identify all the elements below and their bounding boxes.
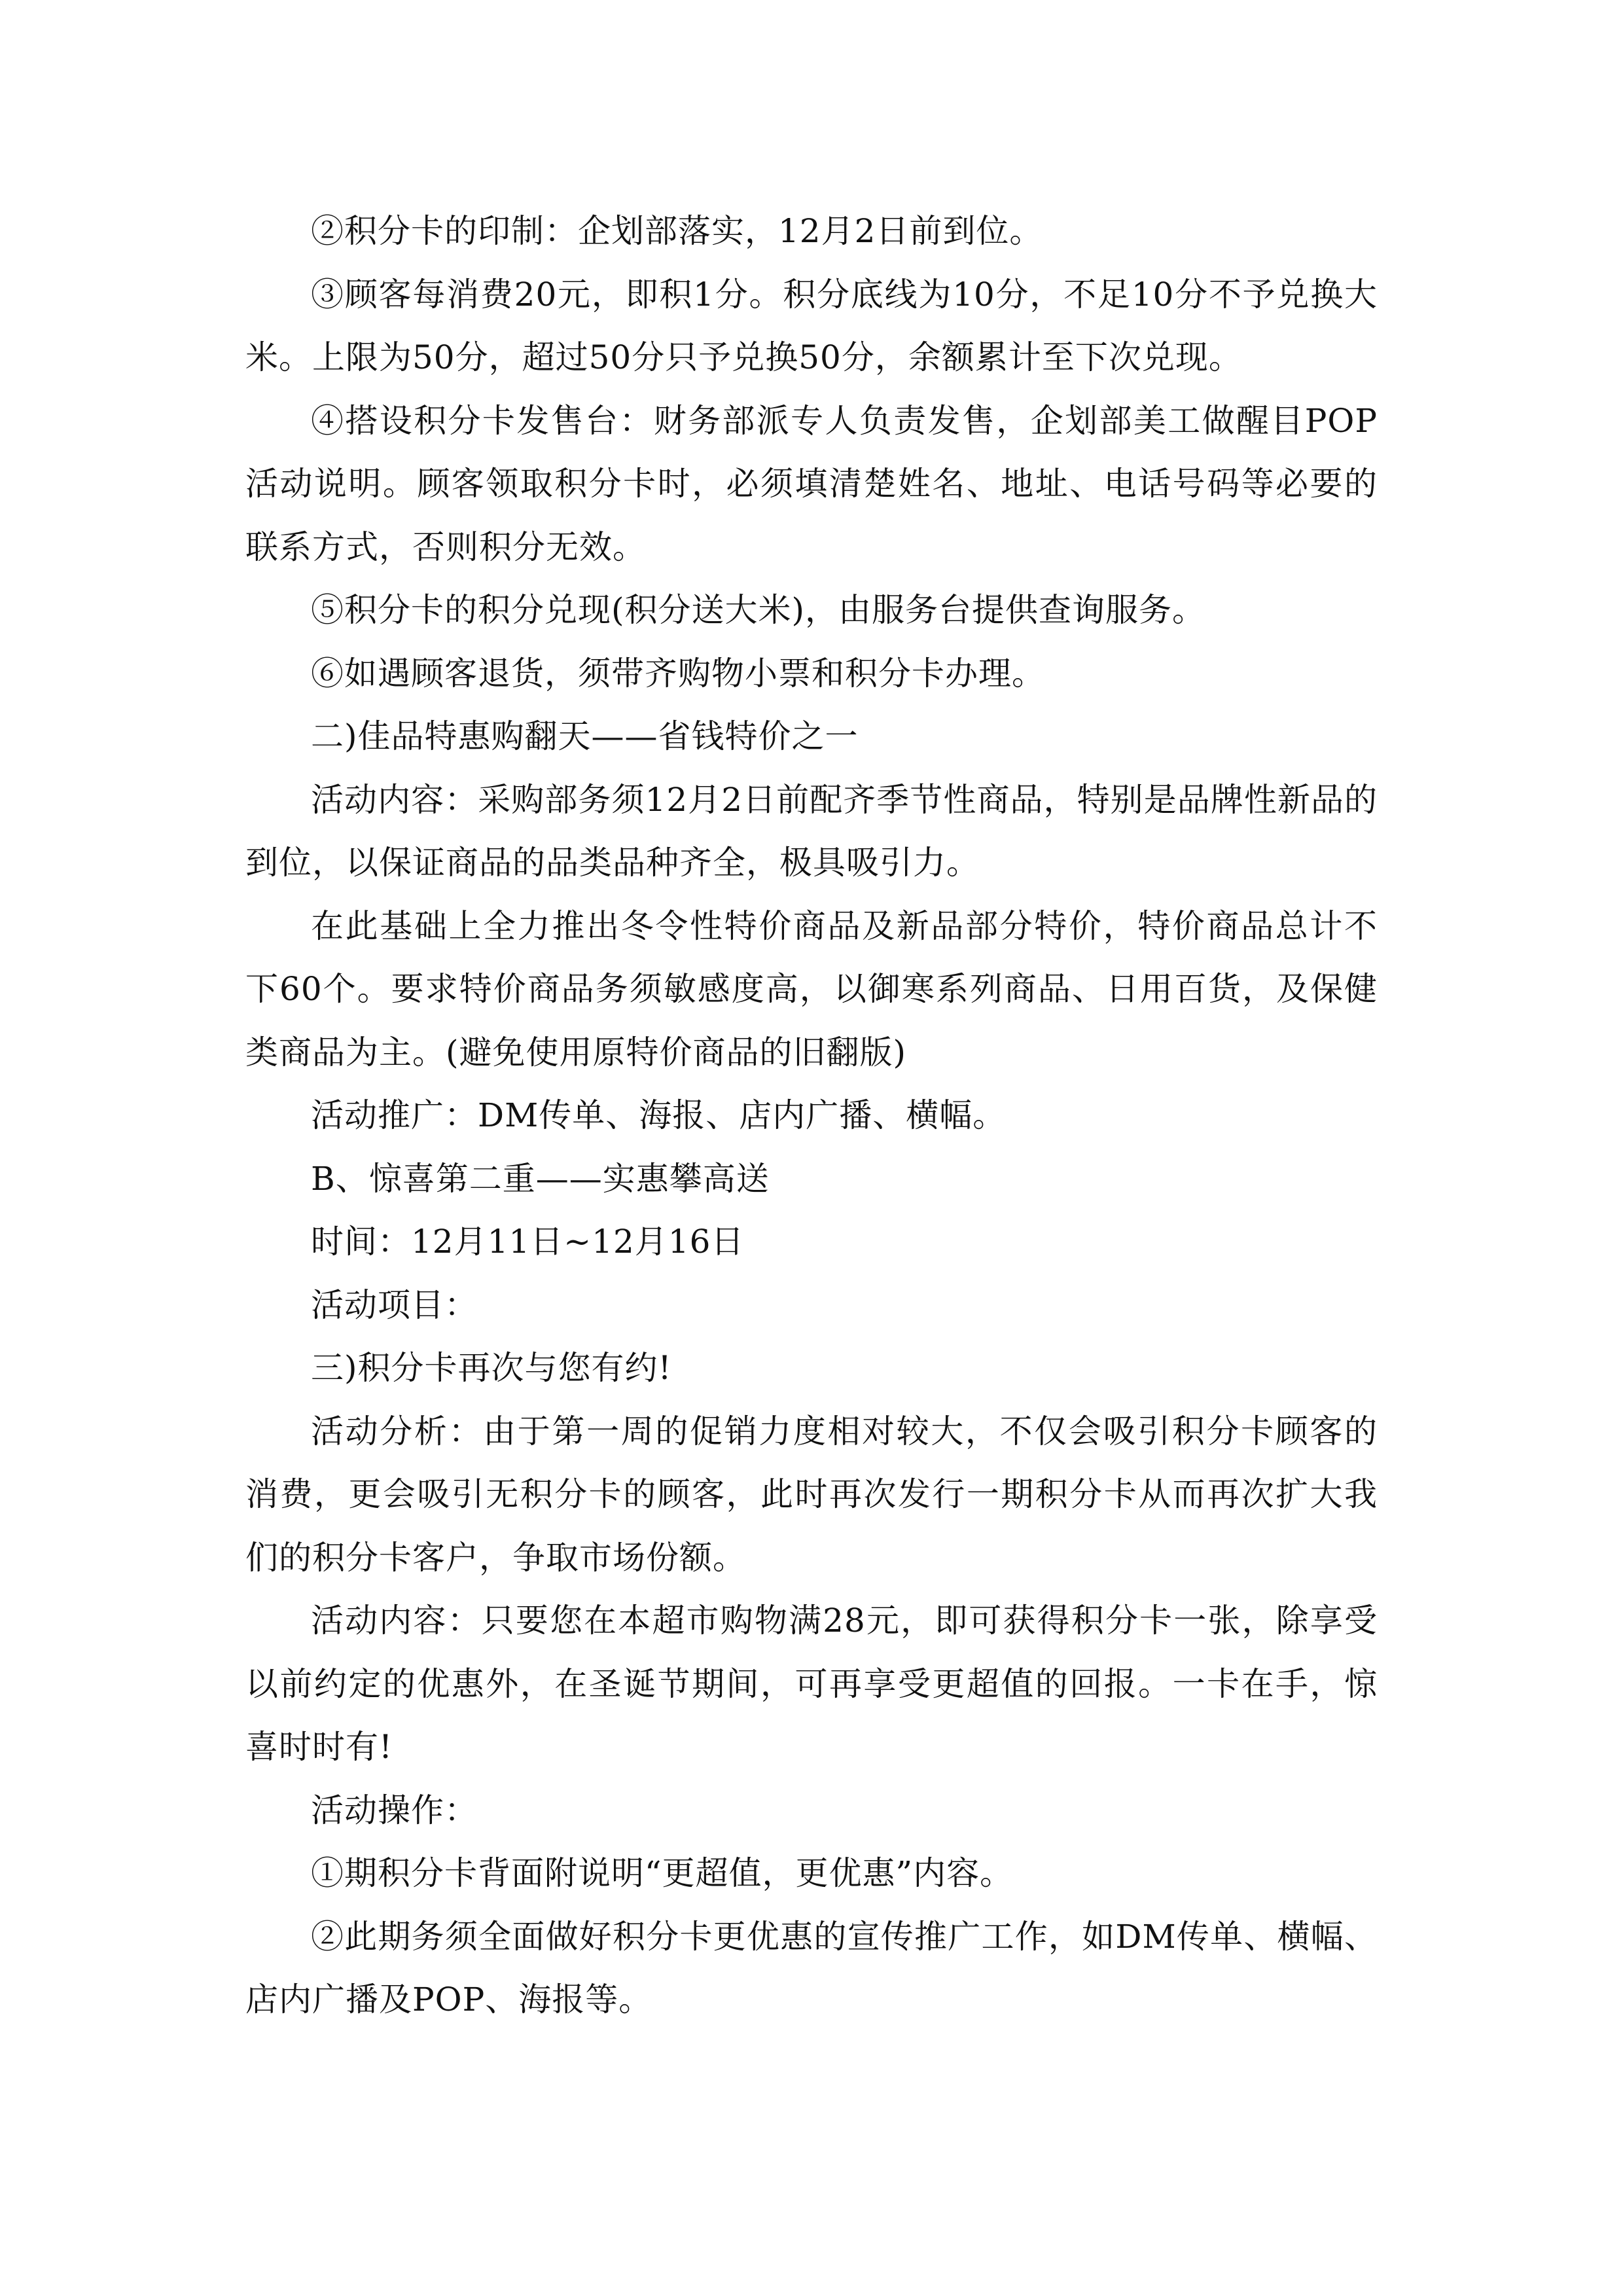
section-heading-3: 三)积分卡再次与您有约! bbox=[311, 1349, 672, 1387]
paragraph-points-rule: ③顾客每消费20元，即积1分。积分底线为10分，不足10分不予兑换大米。上限为50分，超过50分只予兑换50分，余额累计至下次兑现。 bbox=[245, 275, 1378, 376]
paragraph-activity-items: 活动项目： bbox=[311, 1285, 478, 1324]
section-heading-2: 二)佳品特惠购翻天——省钱特价之一 bbox=[311, 717, 859, 755]
paragraph-points-redeem: ⑤积分卡的积分兑现(积分送大米)，由服务台提供查询服务。 bbox=[311, 591, 1206, 629]
paragraph-activity-content-1: 活动内容：采购部务须12月2日前配齐季节性商品，特别是品牌性新品的到位，以保证商品的品类品种齐全，极具吸引力。 bbox=[245, 780, 1378, 882]
paragraph-promotion-channels: 活动推广：DM传单、海报、店内广播、横幅。 bbox=[311, 1096, 1007, 1134]
paragraph-returns: ⑥如遇顾客退货，须带齐购物小票和积分卡办理。 bbox=[311, 654, 1045, 692]
section-heading-b: B、惊喜第二重——实惠攀高送 bbox=[311, 1159, 770, 1198]
paragraph-activity-analysis: 活动分析：由于第一周的促销力度相对较大，不仅会吸引积分卡顾客的消费，更会吸引无积分卡的顾客，此时再次发行一期积分卡从而再次扩大我们的积分卡客户，争取市场份额。 bbox=[245, 1412, 1378, 1577]
paragraph-card-back-note: ①期积分卡背面附说明“更超值，更优惠”内容。 bbox=[311, 1854, 1014, 1892]
paragraph-card-printing: ②积分卡的印制：企划部落实，12月2日前到位。 bbox=[311, 212, 1043, 250]
paragraph-special-offers: 在此基础上全力推出冬令性特价商品及新品部分特价，特价商品总计不下60个。要求特价商品务须敏感度高，以御寒系列商品、日用百货，及保健类商品为主。(避免使用原特价商品的旧翻版) bbox=[245, 906, 1378, 1071]
paragraph-activity-operation: 活动操作： bbox=[311, 1791, 478, 1829]
paragraph-sales-desk: ④搭设积分卡发售台：财务部派专人负责发售，企划部美工做醒目POP活动说明。顾客领取积分卡时，必须填清楚姓名、地址、电话号码等必要的联系方式，否则积分无效。 bbox=[245, 401, 1378, 566]
paragraph-publicity: ②此期务须全面做好积分卡更优惠的宣传推广工作，如DM传单、横幅、店内广播及POP、海报等。 bbox=[245, 1917, 1378, 2018]
document-body bbox=[245, 200, 1378, 2032]
paragraph-activity-content-2: 活动内容：只要您在本超市购物满28元，即可获得积分卡一张，除享受以前约定的优惠外，在圣诞节期间，可再享受更超值的回报。一卡在手，惊喜时时有! bbox=[245, 1602, 1378, 1766]
paragraph-time: 时间：12月11日~12月16日 bbox=[311, 1223, 745, 1261]
